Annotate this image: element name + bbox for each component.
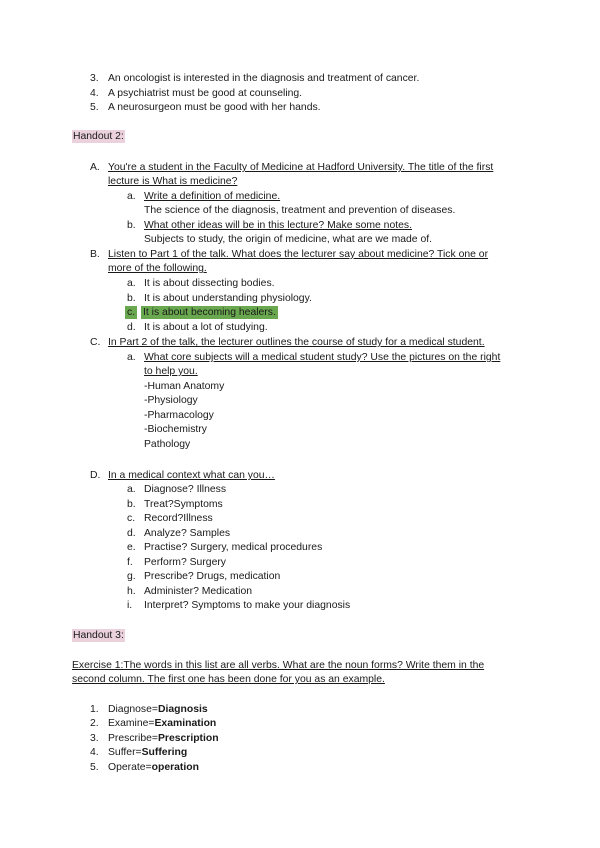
highlighted-option: It is about becoming healers.: [143, 307, 276, 318]
list-item: Analyze? Samples: [144, 528, 231, 539]
exercise-instructions: Exercise 1:The words in this list are all verbs. What are the noun forms? Write them in the: [72, 660, 485, 671]
highlighted-option-letter: c.: [127, 307, 136, 318]
option: It is about understanding physiology.: [144, 293, 312, 304]
subject: -Physiology: [144, 395, 198, 406]
answer: The science of the diagnosis, treatment and prevention of diseases.: [144, 205, 456, 216]
sub-letter: d.: [127, 528, 136, 539]
question-cont: to help you.: [144, 366, 198, 377]
exercise-instructions-cont: second column. The first one has been done for you as an example.: [72, 674, 385, 685]
list-item: Perform? Surgery: [144, 557, 226, 568]
subject: Pathology: [144, 439, 191, 450]
list-item: Administer? Medication: [144, 586, 252, 597]
sub-letter: b.: [127, 499, 136, 510]
section-letter: C.: [90, 337, 101, 348]
sub-letter: d.: [127, 322, 136, 333]
list-number: 3.: [90, 733, 99, 744]
subject: -Pharmacology: [144, 410, 214, 421]
sub-letter: h.: [127, 586, 136, 597]
list-item: A psychiatrist must be good at counseling.: [108, 88, 303, 99]
subject: -Biochemistry: [144, 424, 207, 435]
sub-letter: b.: [127, 220, 136, 231]
section-letter: B.: [90, 249, 100, 260]
section-a-prompt: You're a student in the Faculty of Medicine at Hadford University. The title of the first: [108, 162, 494, 173]
list-item: [108, 761, 199, 774]
verb: Operate=: [108, 762, 152, 773]
question: What core subjects will a medical student study? Use the pictures on the right: [144, 352, 501, 363]
question: Write a definition of medicine.: [144, 191, 281, 202]
sub-letter: g.: [127, 571, 136, 582]
list-number: 4.: [90, 88, 99, 99]
noun: Suffering: [141, 747, 188, 758]
section-letter: D.: [90, 470, 101, 481]
sub-letter: c.: [127, 513, 136, 524]
list-number: 5.: [90, 762, 99, 773]
list-item: Treat?Symptoms: [144, 499, 223, 510]
sub-letter: a.: [127, 191, 136, 202]
sub-letter: i.: [127, 600, 133, 611]
noun: operation: [151, 762, 199, 773]
list-item: An oncologist is interested in the diagnosis and treatment of cancer.: [108, 73, 420, 84]
sub-letter: b.: [127, 293, 136, 304]
list-item: Record?Illness: [144, 513, 213, 524]
handout-3-heading: Handout 3:: [73, 630, 124, 641]
noun: Prescription: [157, 733, 219, 744]
list-item: [108, 732, 219, 745]
option: It is about a lot of studying.: [144, 322, 268, 333]
list-item: [108, 717, 216, 730]
sub-letter: a.: [127, 352, 136, 363]
subject: -Human Anatomy: [144, 381, 225, 392]
section-b-prompt: Listen to Part 1 of the talk. What does the lecturer say about medicine? Tick one or: [108, 249, 489, 260]
list-item: Diagnose? Illness: [144, 484, 227, 495]
list-item: A neurosurgeon must be good with her hands.: [108, 102, 321, 113]
list-item: Prescribe? Drugs, medication: [144, 571, 281, 582]
handout-2-heading: Handout 2:: [73, 131, 124, 142]
sub-letter: e.: [127, 542, 136, 553]
question: What other ideas will be in this lecture? Make some notes.: [144, 220, 412, 231]
sub-letter: a.: [127, 484, 136, 495]
verb: Diagnose=: [108, 704, 158, 715]
list-item: Interpret? Symptoms to make your diagnosis: [144, 600, 351, 611]
option: It is about dissecting bodies.: [144, 278, 275, 289]
list-number: 5.: [90, 102, 99, 113]
list-number: 3.: [90, 73, 99, 84]
answer: Subjects to study, the origin of medicine, what are we made of.: [144, 234, 433, 245]
sub-letter: f.: [127, 557, 133, 568]
list-item: [108, 746, 187, 759]
list-item: Practise? Surgery, medical procedures: [144, 542, 323, 553]
list-number: 4.: [90, 747, 99, 758]
list-item: [108, 703, 208, 716]
noun: Examination: [154, 718, 217, 729]
section-letter: A.: [90, 162, 100, 173]
noun: Diagnosis: [157, 704, 208, 715]
section-a-prompt-cont: lecture is What is medicine?: [108, 176, 238, 187]
list-number: 2.: [90, 718, 99, 729]
verb: Suffer=: [108, 747, 142, 758]
section-c-prompt: In Part 2 of the talk, the lecturer outlines the course of study for a medical student.: [108, 337, 485, 348]
verb: Prescribe=: [108, 733, 158, 744]
section-b-prompt-cont: more of the following.: [108, 263, 207, 274]
list-number: 1.: [90, 704, 99, 715]
verb: Examine=: [108, 718, 155, 729]
sub-letter: a.: [127, 278, 136, 289]
section-d-prompt: In a medical context what can you…: [108, 470, 275, 481]
